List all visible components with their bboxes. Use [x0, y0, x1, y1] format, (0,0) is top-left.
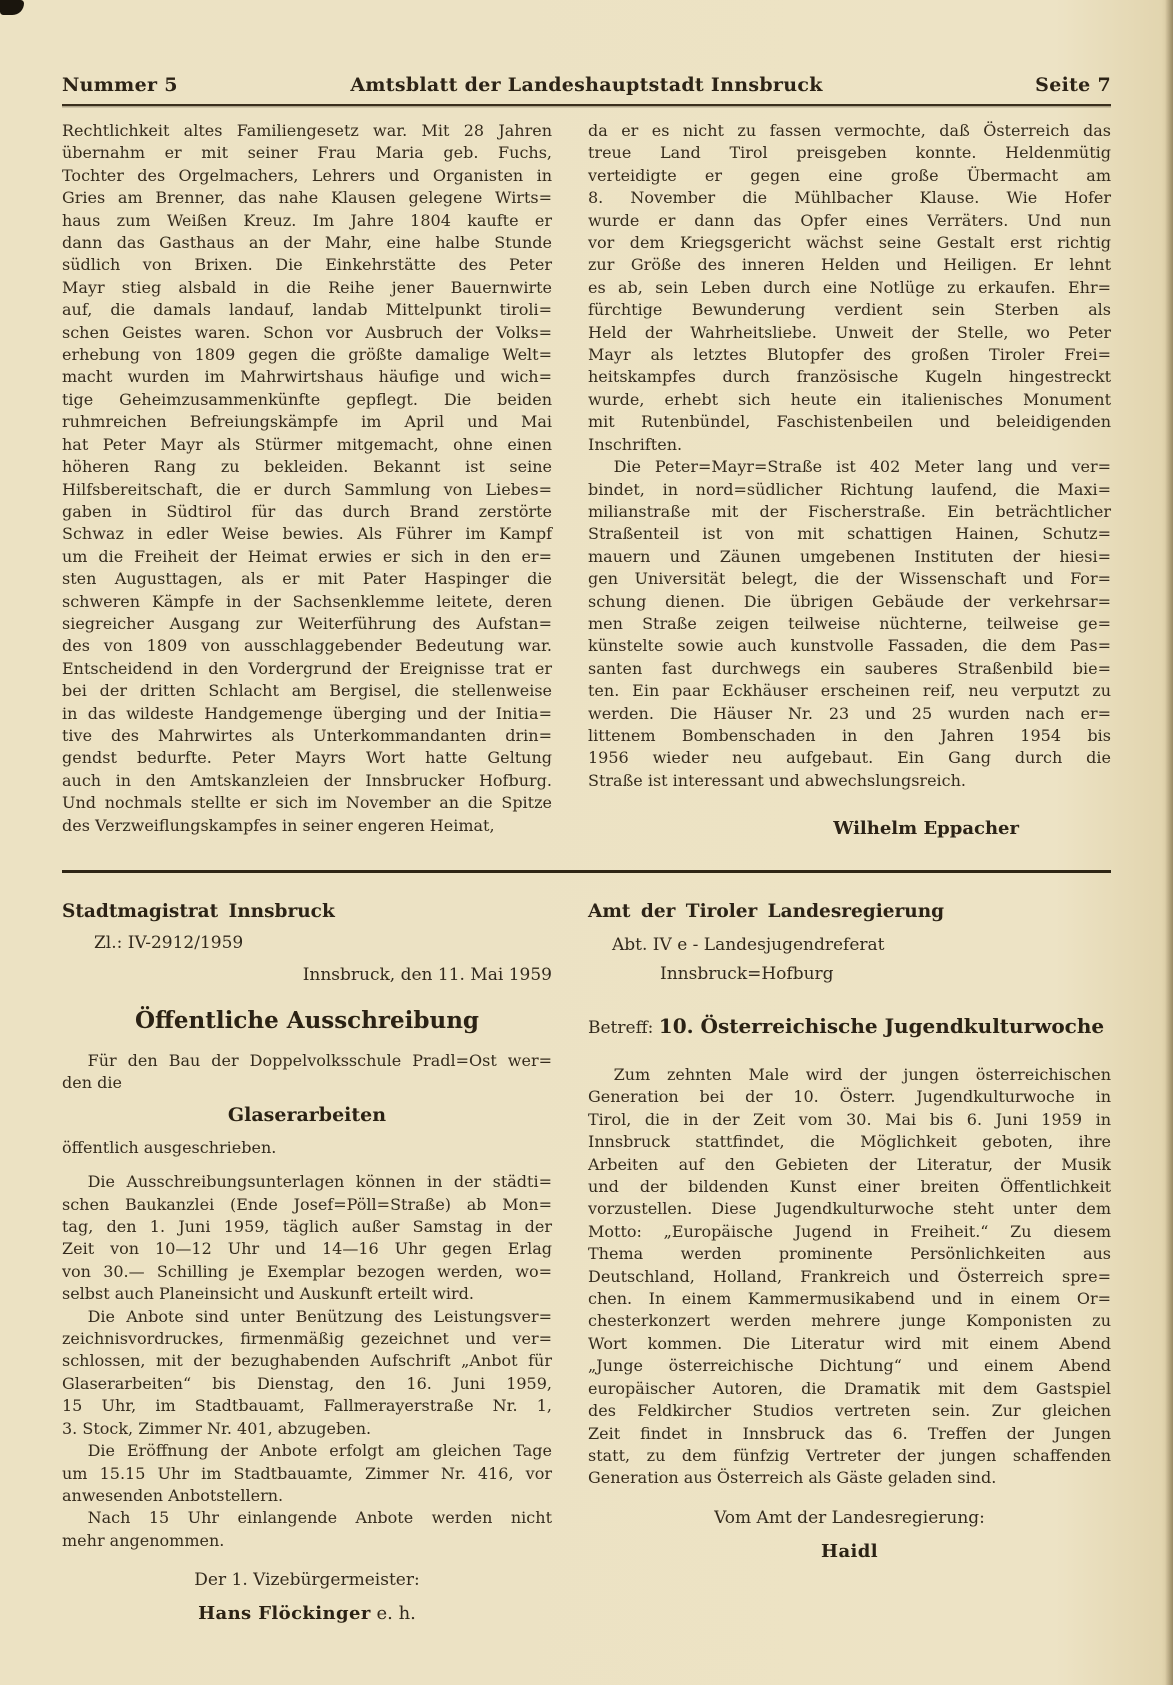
- notice-body: [62, 1171, 552, 1552]
- text-line: Mayr stieg alsbald in die Reihe jener Bauernwirte: [62, 277, 552, 297]
- text-line: selbst auch Planeinsicht und Auskunft erteilt wird.: [62, 1284, 474, 1304]
- text-line: den die: [62, 1073, 122, 1093]
- notice-body: [588, 1064, 1111, 1490]
- department-line: Abt. IV e - Landesjugendreferat: [612, 935, 885, 955]
- text-line: santen fast durchwegs ein sauberes Straßenbild bie=: [588, 658, 1111, 678]
- text-line: wurde er dann das Opfer eines Verräters. Und nun: [588, 210, 1111, 230]
- page-number: Seite 7: [1035, 74, 1111, 96]
- paragraph: [588, 1064, 1111, 1490]
- text-line: auch in den Amtskanzleien der Innsbrucker Hofburg.: [62, 770, 552, 790]
- scan-edge-shade: [1165, 0, 1173, 1685]
- article-section: [0, 120, 1173, 864]
- text-line: Tirol, die in der Zeit vom 30. Mai bis 6. Juni 1959 in: [588, 1109, 1111, 1129]
- text-line: da er es nicht zu fassen vermochte, daß Österreich das: [588, 121, 1111, 140]
- text-line: um 15.15 Uhr im Stadtbauamte, Zimmer Nr. 416, vor: [62, 1463, 552, 1483]
- text-line: „Junge österreichische Dichtung“ und einem Abend: [588, 1356, 1111, 1376]
- text-line: europäischer Autoren, die Dramatik mit dem Gastspiel: [588, 1378, 1111, 1398]
- text-line: Nach 15 Uhr einlangende Anbote werden nicht: [87, 1508, 552, 1528]
- location-line: Innsbruck=Hofburg: [660, 964, 834, 984]
- text-line: siegreicher Ausgang zur Weiterführung des Aufstan=: [62, 613, 552, 633]
- text-line: Und nochmals stellte er sich im November an die Spitze: [62, 793, 552, 813]
- tender-subject: Glaserarbeiten: [227, 1103, 387, 1126]
- text-line: Entscheidend in den Vordergrund der Ereignisse trat er: [62, 658, 552, 678]
- text-line: Straße ist interessant und abwechslungsreich.: [588, 770, 967, 790]
- text-line: sten Augusttagen, als er mit Pater Haspinger die: [62, 569, 552, 589]
- text-line: Zeit findet in Innsbruck das 6. Treffen der Jungen: [588, 1423, 1111, 1443]
- text-line: Die Eröffnung der Anbote erfolgt am gleichen Tage: [87, 1441, 552, 1461]
- text-line: mit Rutenbündel, Faschistenbeilen und beleidigenden: [588, 412, 1111, 432]
- paragraph: [62, 1171, 552, 1305]
- article-author-signature: Wilhelm Eppacher: [833, 818, 1019, 840]
- notice-stadtmagistrat: [62, 901, 552, 1624]
- text-line: anwesenden Anbotstellern.: [62, 1485, 284, 1505]
- paragraph: [62, 1306, 552, 1440]
- text-line: zeichnisvordruckes, firmenmäßig gezeichnet und ver=: [62, 1329, 552, 1349]
- text-line: schung dienen. Die übrigen Gebäude der verkehrsar=: [588, 591, 1111, 611]
- text-line: Generation aus Österreich als Gäste geladen sind.: [588, 1468, 997, 1488]
- text-line: Inschriften.: [588, 434, 683, 454]
- text-line: Die Ausschreibungsunterlagen können in der städti=: [87, 1172, 552, 1192]
- paragraph: [62, 1440, 552, 1507]
- article-right-column: [588, 120, 1111, 864]
- text-line: ruhmreichen Befreiungskämpfe im April und Mai: [62, 412, 552, 432]
- text-line: von 30.— Schilling je Exemplar bezogen werden, wo=: [62, 1261, 552, 1281]
- text-line: statt, zu dem fünfzig Vertreter der jungen schaffenden: [588, 1445, 1111, 1465]
- signoff-name-line: [62, 1603, 552, 1624]
- notice-intro: [62, 1050, 552, 1095]
- subject-title: 10. Österreichische Jugendkulturwoche: [658, 1014, 1105, 1038]
- text-line: schweren Kämpfe in der Sachsenklemme leitete, deren: [62, 591, 552, 611]
- signer-name: Haidl: [821, 1540, 878, 1562]
- text-line: gendst bedurfte. Peter Mayrs Wort hatte Geltung: [62, 748, 552, 768]
- text-line: schen Baukanzlei (Ende Josef=Pöll=Straße) ab Mon=: [62, 1194, 552, 1214]
- text-line: erhebung von 1809 gegen die größte damalige Welt=: [62, 345, 552, 365]
- page-header: [0, 0, 1173, 96]
- text-line: um die Freiheit der Heimat erwies er sich in den er=: [62, 546, 552, 566]
- issue-number: Nummer 5: [62, 74, 178, 96]
- text-line: Tochter des Orgelmachers, Lehrers und Organisten in: [62, 165, 552, 185]
- text-line: Rechtlichkeit altes Familiengesetz war. Mit 28 Jahren: [62, 121, 552, 140]
- text-line: Glaserarbeiten“ bis Dienstag, den 16. Juni 1959,: [62, 1373, 552, 1393]
- header-rule: [62, 104, 1111, 106]
- text-line: chesterkonzert werden mehrere junge Komponisten zu: [588, 1311, 1111, 1331]
- text-line: Generation bei der 10. Österr. Jugendkulturwoche in: [588, 1087, 1111, 1107]
- signoff-role: Vom Amt der Landesregierung:: [714, 1507, 985, 1528]
- notices-section: [0, 873, 1173, 1624]
- text-line: Gries am Brenner, das nahe Klausen gelegene Wirts=: [62, 188, 552, 208]
- text-line: gaben in Südtirol für das durch Brand zerstörte: [62, 501, 552, 521]
- text-line: mauern und Zäunen umgebenen Instituten der hiesi=: [588, 546, 1111, 566]
- text-line: verteidigte er gegen eine große Übermacht am: [588, 165, 1111, 185]
- text-line: bindet, in nord=südlicher Richtung laufend, die Maxi=: [588, 479, 1111, 499]
- signer-name: Hans Flöckinger: [198, 1603, 371, 1625]
- signoff-role: Der 1. Vizebürgermeister:: [194, 1570, 420, 1591]
- text-line: 8. November die Mühlbacher Klause. Wie Hofer: [588, 188, 1111, 208]
- text-line: Motto: „Europäische Jugend in Freiheit.“ Zu diesem: [588, 1221, 1111, 1241]
- text-line: Straßenteil ist von mit schattigen Hainen, Schutz=: [588, 524, 1111, 544]
- text-line: fürchtige Bewunderung verdient sein Sterben als: [588, 300, 1111, 320]
- text-line: 1956 wieder neu aufgebaut. Ein Gang durch die: [588, 748, 1111, 768]
- text-line: werden. Die Häuser Nr. 23 und 25 wurden nach er=: [588, 703, 1111, 723]
- text-line: Arbeiten auf den Gebieten der Literatur, der Musik: [588, 1154, 1111, 1174]
- subject-label: Betreff:: [588, 1018, 659, 1038]
- text-line: Wort kommen. Die Literatur wird mit einem Abend: [588, 1333, 1111, 1353]
- text-line: auf, die damals landauf, landab Mittelpunkt tiroli=: [62, 300, 552, 320]
- text-line: übernahm er mit seiner Frau Maria geb. Fuchs,: [62, 143, 552, 163]
- text-line: zur Größe des inneren Helden und Heiligen. Er lehnt: [588, 255, 1111, 275]
- text-line: 3. Stock, Zimmer Nr. 401, abzugeben.: [62, 1418, 372, 1438]
- text-line: treue Land Tirol preisgeben konnte. Heldenmütig: [588, 143, 1111, 163]
- text-line: schen Geistes waren. Schon vor Ausbruch der Volks=: [62, 322, 552, 342]
- text-line: 15 Uhr, im Stadtbauamt, Fallmerayerstraße Nr. 1,: [62, 1396, 552, 1416]
- text-line: Die Anbote sind unter Benützung des Leistungsver=: [87, 1306, 552, 1326]
- text-line: tag, den 1. Juni 1959, täglich außer Samstag in der: [62, 1217, 552, 1237]
- text-line: men Straße zeigen teilweise nüchterne, teilweise ge=: [588, 613, 1111, 633]
- office-name: Amt der Tiroler Landesregierung: [588, 901, 945, 922]
- text-line: tive des Mahrwirtes als Unterkommandanten drin=: [62, 725, 552, 745]
- text-line: Zeit von 10—12 Uhr und 14—16 Uhr gegen Erlag: [62, 1239, 552, 1259]
- text-line: dann das Gasthaus an der Mahr, eine halbe Stunde: [62, 233, 552, 253]
- text-line: vorzustellen. Diese Jugendkulturwoche steht unter dem: [588, 1199, 1111, 1219]
- text-line: tige Geheimzusammenkünfte gepflegt. Die beiden: [62, 389, 552, 409]
- text-line: schlossen, mit der bezughabenden Aufschrift „Anbot für: [62, 1351, 552, 1371]
- text-line: Thema werden prominente Persönlichkeiten aus: [588, 1244, 1111, 1264]
- text-line: mehr angenommen.: [62, 1530, 225, 1550]
- intro-close-line: öffentlich ausgeschrieben.: [62, 1137, 277, 1157]
- text-line: südlich von Brixen. Die Einkehrstätte des Peter: [62, 255, 552, 275]
- text-line: des Feldkircher Studios vertreten sein. Zur gleichen: [588, 1401, 1111, 1421]
- paragraph: [588, 120, 1111, 456]
- signoff-name-line: [588, 1541, 1111, 1562]
- text-line: Mayr als letztes Blutopfer des großen Tiroler Frei=: [588, 345, 1111, 365]
- paragraph: [62, 1050, 552, 1095]
- text-line: höheren Rang zu bekleiden. Bekannt ist seine: [62, 457, 552, 477]
- text-line: chen. In einem Kammermusikabend und in einem Or=: [588, 1289, 1111, 1309]
- text-line: und der bildenden Kunst einer breiten Öffentlichkeit: [588, 1177, 1111, 1197]
- text-line: künstelte sowie auch kunstvolle Fassaden, die dem Pas=: [588, 636, 1111, 656]
- text-line: Schwaz in edler Weise bewies. Als Führer im Kampf: [62, 524, 552, 544]
- page-title: Amtsblatt der Landeshauptstadt Innsbruck: [350, 74, 823, 96]
- notice-heading: Öffentliche Ausschreibung: [134, 1007, 480, 1034]
- text-line: es ab, sein Leben durch eine Notlüge zu erkaufen. Ehr=: [588, 277, 1111, 297]
- text-line: Zum zehnten Male wird der jungen österreichischen: [613, 1065, 1111, 1084]
- text-line: wurde, erhebt sich heute ein italienisches Monument: [588, 389, 1111, 409]
- text-line: heitskampfes durch französische Kugeln hingestreckt: [588, 367, 1111, 387]
- text-line: Deutschland, Holland, Frankreich und Österreich spre=: [588, 1266, 1111, 1286]
- paragraph: [588, 456, 1111, 792]
- text-line: milianstraße mit der Fischerstraße. Ein beträchtlicher: [588, 501, 1111, 521]
- text-line: hat Peter Mayr als Stürmer mitgemacht, ohne einen: [62, 434, 552, 454]
- article-left-column: [62, 120, 552, 864]
- text-line: des Verzweiflungskampfes in seiner engeren Heimat,: [62, 815, 495, 835]
- article-right-text: [588, 120, 1111, 792]
- paragraph: [62, 1507, 552, 1552]
- text-line: vor dem Kriegsgericht wächst seine Gestalt erst richtig: [588, 233, 1111, 253]
- text-line: Innsbruck stattfindet, die Möglichkeit geboten, ihre: [588, 1132, 1111, 1152]
- text-line: Die Peter=Mayr=Straße ist 402 Meter lang und ver=: [613, 457, 1111, 477]
- text-line: littenem Bombenschaden in den Jahren 1954 bis: [588, 725, 1111, 745]
- text-line: Für den Bau der Doppelvolksschule Pradl=Ost wer=: [87, 1051, 552, 1070]
- office-name: Stadtmagistrat Innsbruck: [62, 901, 335, 922]
- text-line: Held der Wahrheitsliebe. Unweit der Stelle, wo Peter: [588, 322, 1111, 342]
- text-line: Hilfsbereitschaft, die er durch Sammlung von Liebes=: [62, 479, 552, 499]
- text-line: macht wurden im Mahrwirtshaus häufige und wich=: [62, 367, 552, 387]
- paragraph: [62, 120, 552, 837]
- file-number: Zl.: IV-2912/1959: [94, 933, 244, 953]
- text-line: ten. Ein paar Eckhäuser erscheinen reif, neu verputzt zu: [588, 681, 1111, 701]
- text-line: haus zum Weißen Kreuz. Im Jahre 1804 kaufte er: [62, 210, 552, 230]
- subject-line: [588, 1014, 1111, 1038]
- signer-suffix: e. h.: [370, 1603, 416, 1625]
- dateline: Innsbruck, den 11. Mai 1959: [302, 965, 552, 985]
- text-line: in das wildeste Handgemenge überging und der Initia=: [62, 703, 552, 723]
- text-line: des von 1809 von ausschlaggebender Bedeutung war.: [62, 636, 552, 656]
- notice-landesregierung: [588, 901, 1111, 1624]
- text-line: gen Universität belegt, die der Wissenschaft und For=: [588, 569, 1111, 589]
- text-line: bei der dritten Schlacht am Bergisel, die stellenweise: [62, 681, 552, 701]
